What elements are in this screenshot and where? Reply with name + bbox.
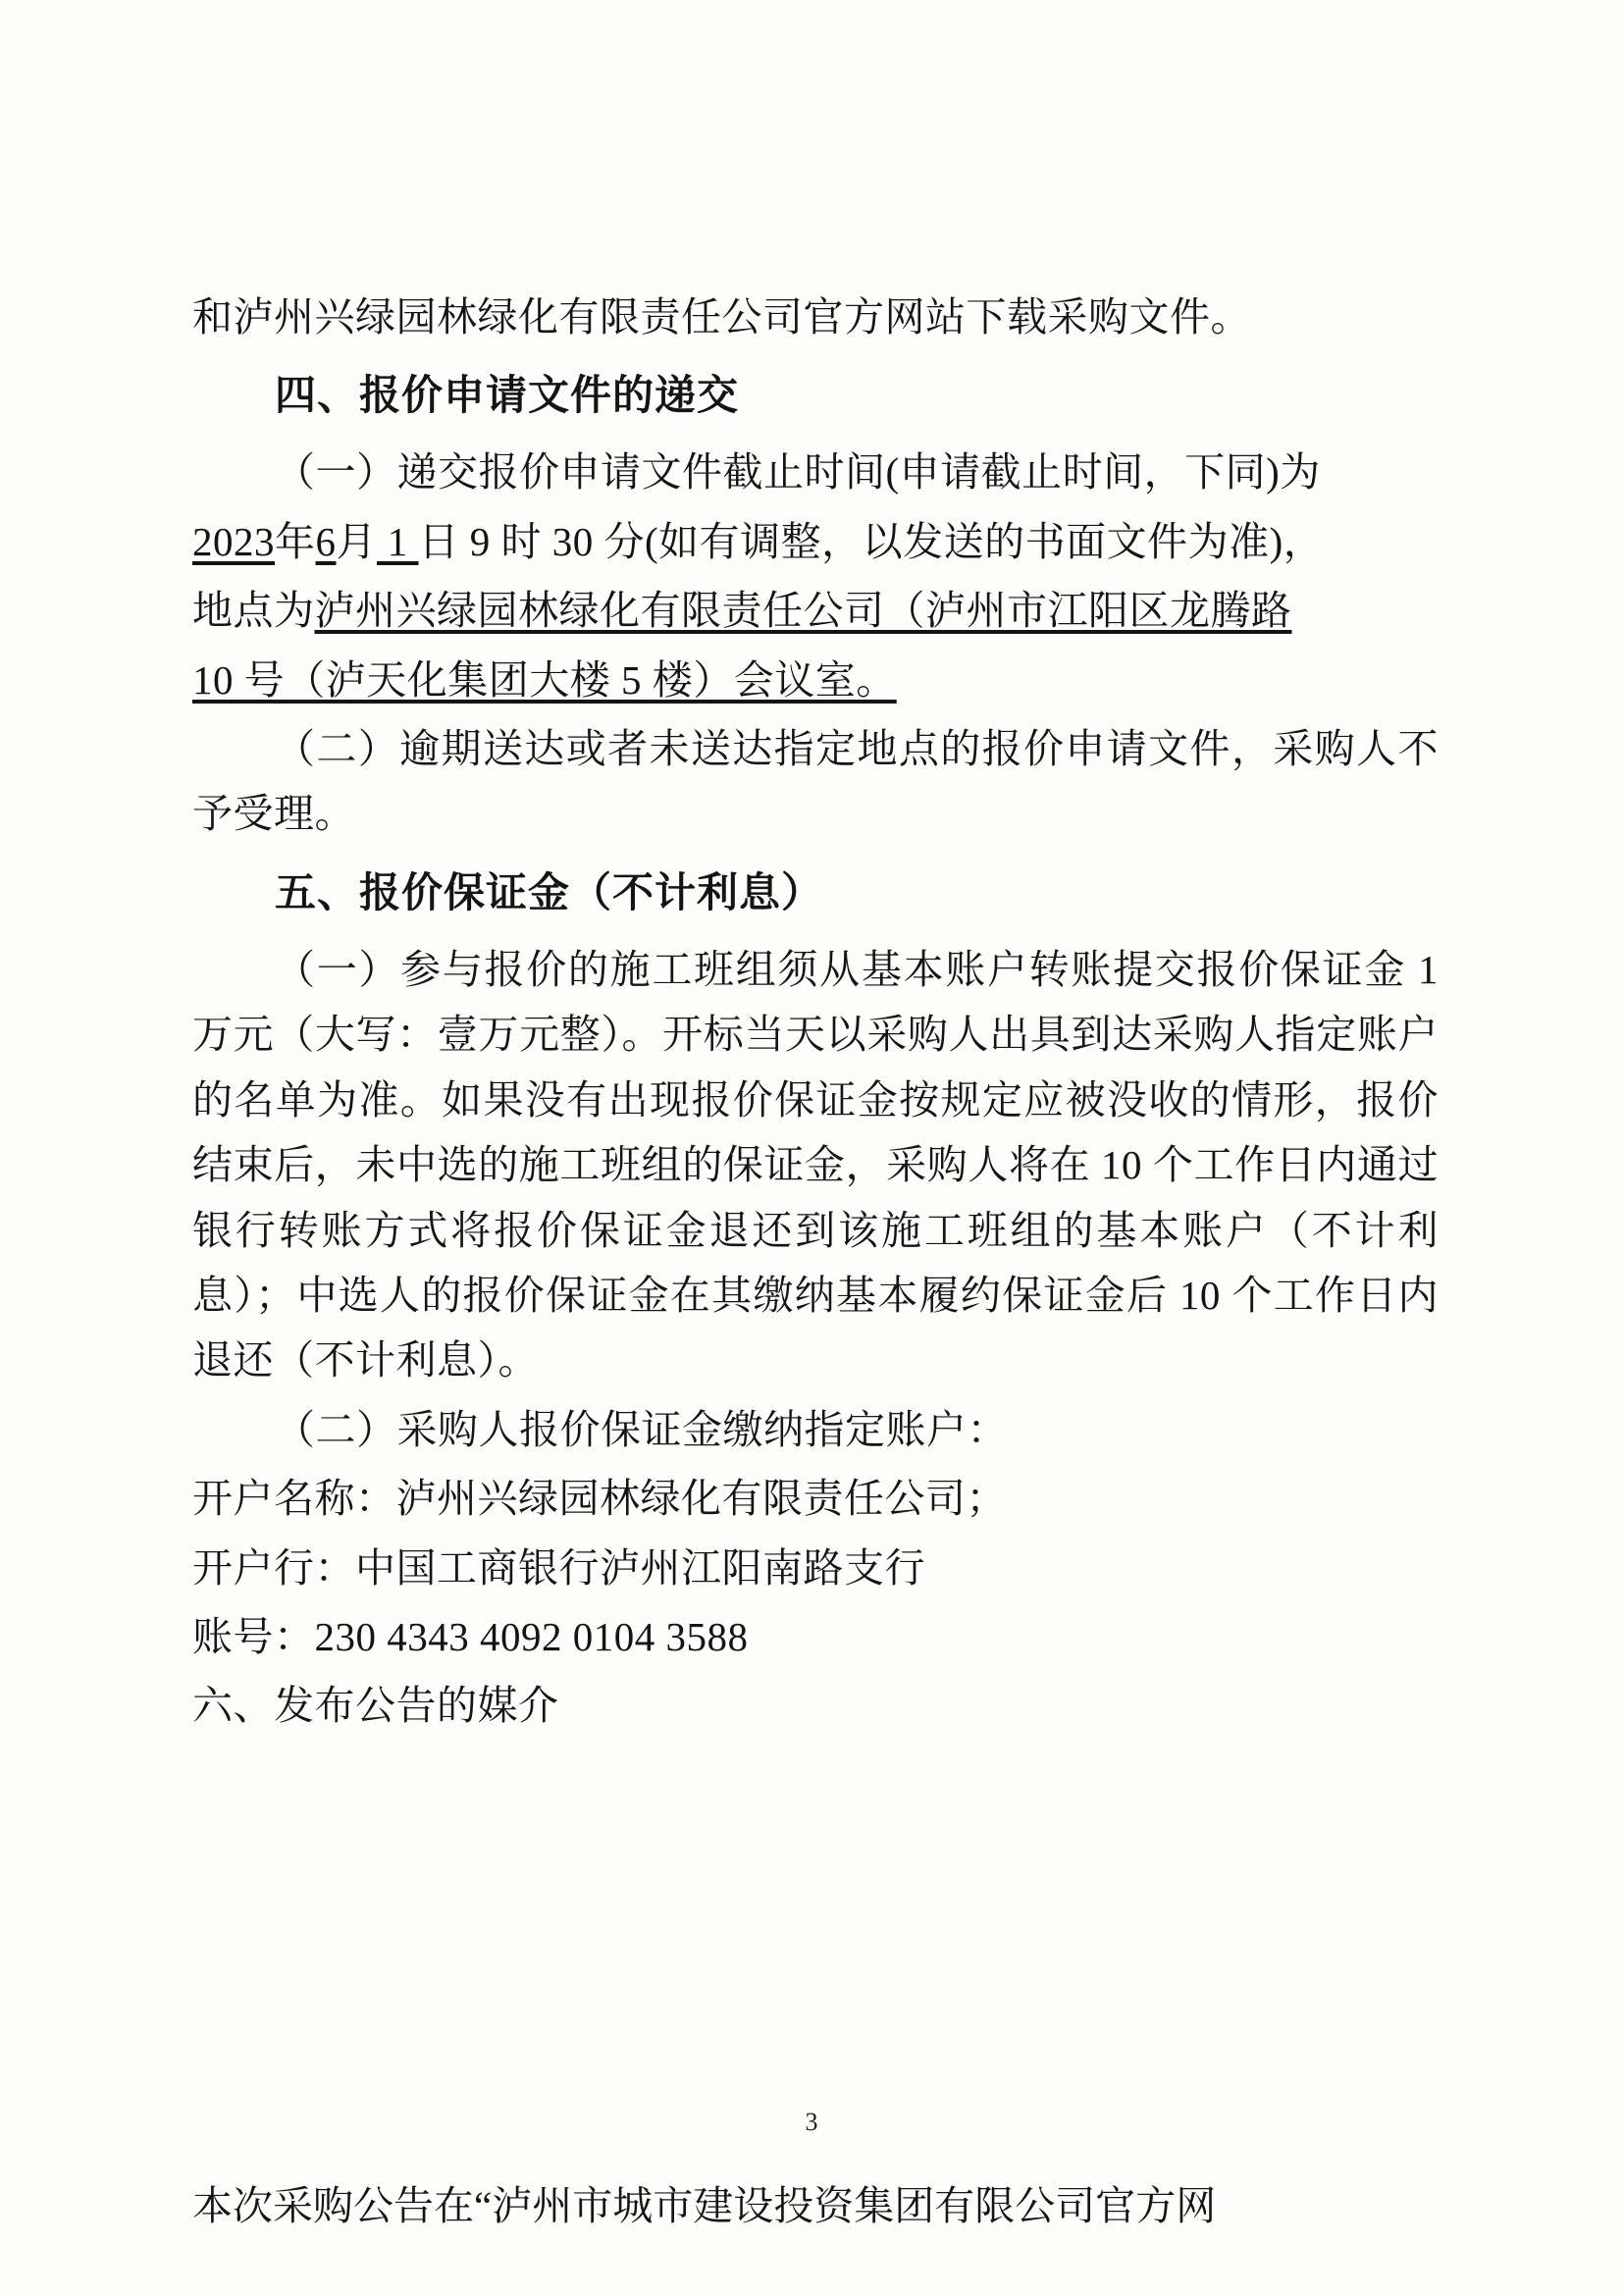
deadline-year-unit: 年 [275,518,316,564]
paragraph-deposit-rules: （一）参与报价的施工班组须从基本账户转账提交报价保证金 1 万元（大写：壹万元整）。开标当天以采购人出具到达采购人指定账户的名单为准。如果没有出现报价保证金按规定应被没收的情形，报价结束后，未中选的施工班组的保证金，采购人将在 10 个工作日内通过银行转账方式将报价保证金退还到该施工班组的基本账户（不计利息）；中选人的报价保证金在其缴纳基本履约保证金后 10 个工作日内退还（不计利息）。 [192,946,1439,1383]
paragraph-media-announcement: 本次采购公告在“泸州市城市建设投资集团有限公司官方网 [192,2183,1217,2228]
deadline-month-unit: 月 [336,518,377,564]
location-address-part1: 泸州兴绿园林绿化有限责任公司（泸州市江阳区龙腾路 [314,588,1292,634]
location-address-part2: 10 号（泸天化集团大楼 5 楼）会议室。 [192,656,897,703]
document-body [192,285,1439,1743]
paragraph-submission-location-line1 [192,578,1439,643]
paragraph-download: 和泸州兴绿园林绿化有限责任公司官方网站下载采购文件。 [192,294,1251,339]
deadline-day: 1 [377,518,419,564]
paragraph-submission-location-line2 [192,648,1439,712]
paragraph-submission-deadline-line1: （一）递交报价申请文件截止时间(申请截止时间，下同)为 [275,449,1321,496]
paragraph-late-submission: （二）逾期送达或者未送达指定地点的报价申请文件，采购人不予受理。 [192,726,1439,837]
paragraph-designated-account-intro: （二）采购人报价保证金缴纳指定账户： [275,1406,1008,1452]
heading-section-five: 五、报价保证金（不计利息） [275,870,824,916]
page-number: 3 [805,2108,818,2136]
deadline-year: 2023 [192,518,275,564]
location-prefix: 地点为 [192,588,315,634]
paragraph-account-bank: 开户行：中国工商银行泸州江阳南路支行 [192,1544,925,1591]
paragraph-account-number: 账号：230 4343 4092 0104 3588 [192,1613,749,1659]
deadline-time-rest: 日 9 时 30 分(如有调整，以发送的书面文件为准)， [418,518,1325,564]
paragraph-account-name: 开户名称：泸州兴绿园林绿化有限责任公司； [192,1476,1007,1522]
heading-section-four: 四、报价申请文件的递交 [275,374,740,420]
paragraph-submission-deadline-line2 [192,509,1439,574]
heading-section-six: 六、发布公告的媒介 [192,1683,559,1729]
deadline-month: 6 [315,518,337,564]
